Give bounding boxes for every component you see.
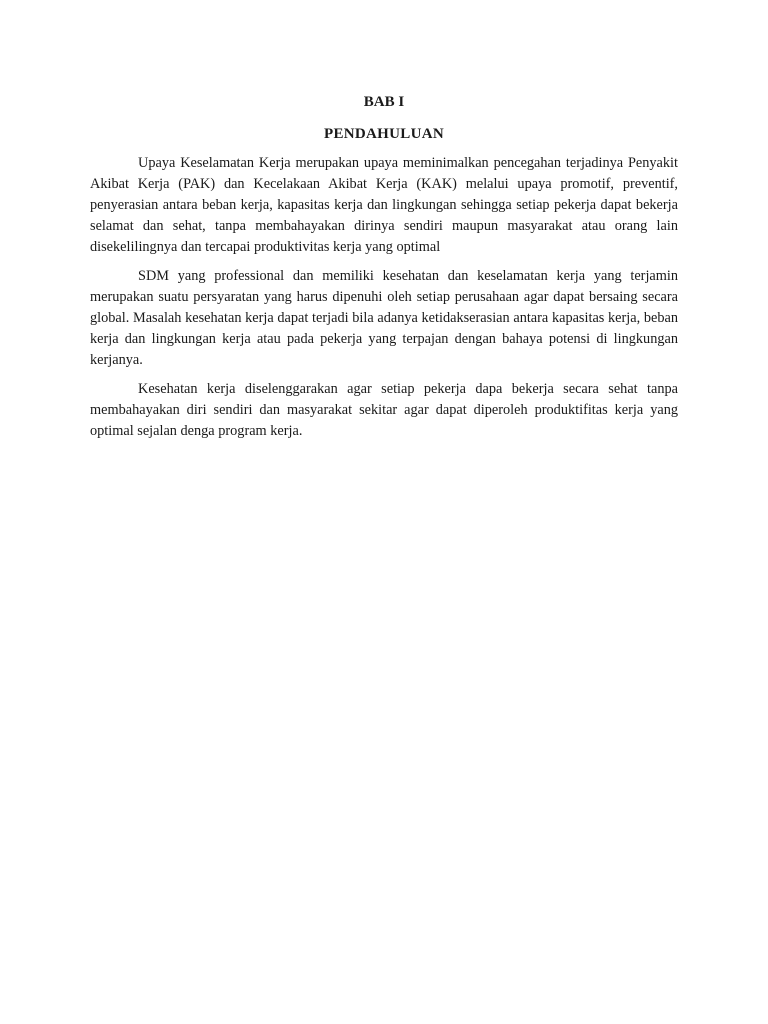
paragraph-1: Upaya Keselamatan Kerja merupakan upaya meminimalkan pencegahan terjadinya Penyakit Akibat Kerja (PAK) dan Kecelakaan Akibat Kerja (KAK) melalui upaya promotif, preventif, penyerasian antara beban kerja, kapasitas kerja dan lingkungan sehingga setiap pekerja dapat bekerja selamat dan sehat, tanpa membahayakan dirinya sendiri maupun masyarakat atau orang lain disekelilingnya dan tercapai produktivitas kerja yang optimal	[90, 155, 678, 255]
paragraph-3: Kesehatan kerja diselenggarakan agar setiap pekerja dapa bekerja secara sehat tanpa membahayakan diri sendiri dan masyarakat sekitar agar dapat diperoleh produktifitas kerja yang optimal sejalan denga program kerja.	[90, 381, 678, 439]
paragraph-2: SDM yang professional dan memiliki kesehatan dan keselamatan kerja yang terjamin merupakan suatu persyaratan yang harus dipenuhi oleh setiap perusahaan agar dapat bersaing secara global. Masalah kesehatan kerja dapat terjadi bila adanya ketidakserasian antara kapasitas kerja, beban kerja dan lingkungan kerja atau pada pekerja yang terpajan dengan bahaya potensi di lingkungan kerjanya.	[90, 268, 678, 368]
page-content	[90, 92, 678, 450]
chapter-heading: PENDAHULUAN	[324, 126, 444, 142]
chapter-label: BAB I	[363, 94, 405, 110]
